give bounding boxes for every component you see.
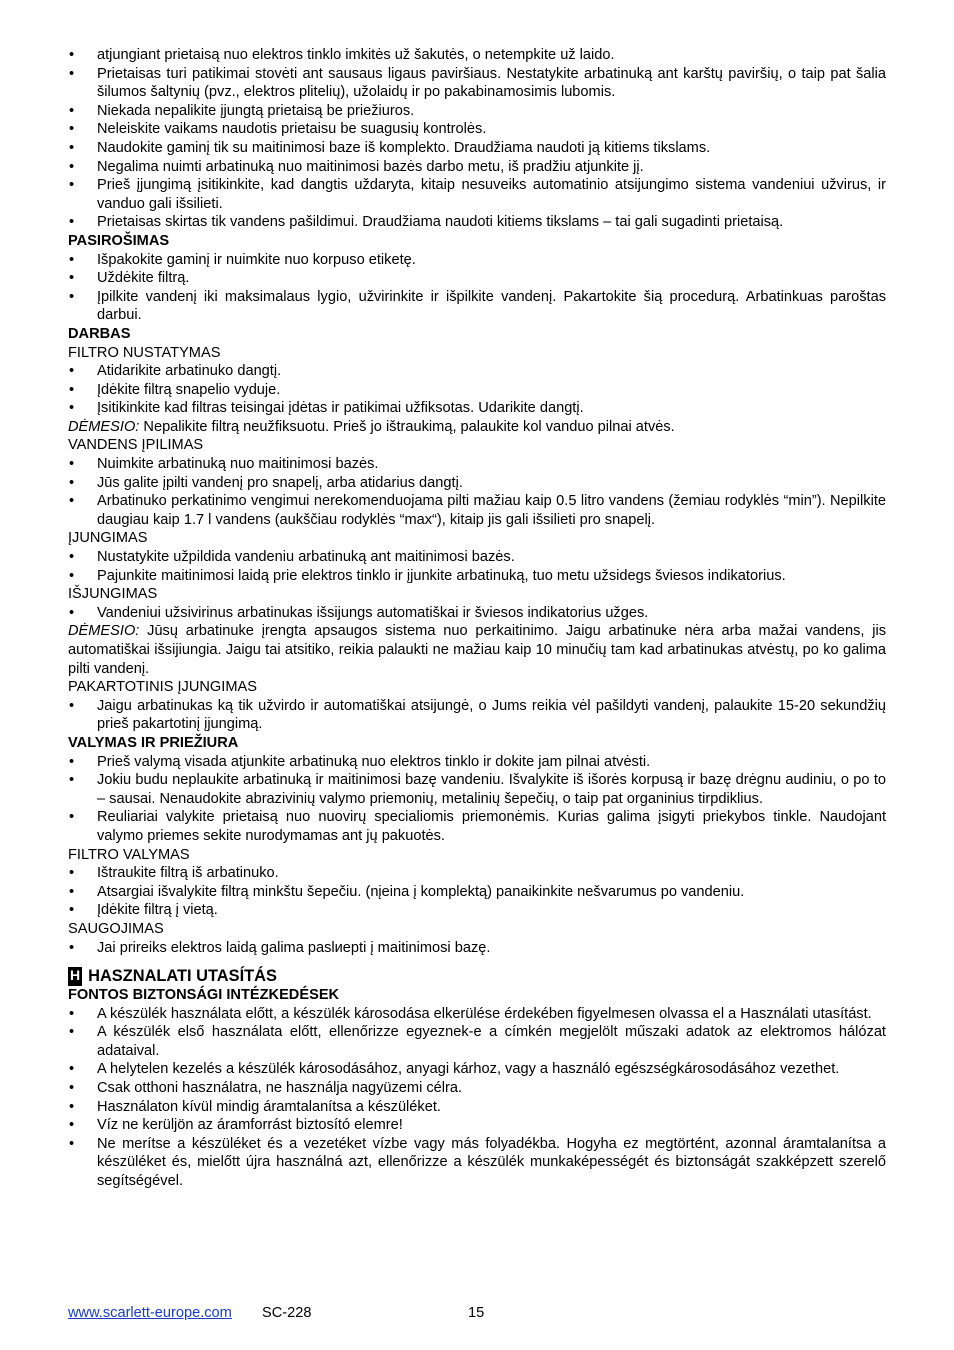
- language-section-title: [68, 966, 886, 986]
- bullet-item: • Csak otthoni használatra, ne használja nagyüzemi célra.: [68, 1079, 886, 1098]
- section-heading: DARBAS: [68, 325, 131, 342]
- bullet-item: • A készülék használata előtt, a készülék károsodása elkerülése érdekében figyelmesen olvassa el a Használati utasítást.: [68, 1005, 886, 1024]
- bullet-item: • Atsargiai išvalykite filtrą minkštu šepečiu. (nįeina į komplektą) panaikinkite nešvarumus po vandeniu.: [68, 883, 886, 902]
- attention-text: Jūsų arbatinuke įrengta apsaugos sistema nuo perkaitinimo. Jaigu arbatinuke nėra arba mažai vandens, jis automatiškai išsijiungia. Jaigu tai atsitiko, reikia palaukti ne mažiau kaip 10 minučių tam kad arbatinukas atvėstų, po ko galima pilti vandenį.: [68, 623, 886, 677]
- subsection-heading: PAKARTOTINIS ĮJUNGIMAS: [68, 679, 257, 696]
- bullet-item: • Használaton kívül mindig áramtalanítsa a készüléket.: [68, 1098, 886, 1117]
- bullet-item: • Išpakokite gaminį ir nuimkite nuo korpuso etiketę.: [68, 251, 886, 270]
- subsection-heading: ĮJUNGIMAS: [68, 530, 148, 547]
- bullet-item: • Víz ne kerüljön az áramforrást biztosító elemre!: [68, 1116, 886, 1135]
- bullet-item: • Niekada nepalikite įjungtą prietaisą be priežiuros.: [68, 102, 886, 121]
- bullet-item: • Reuliariai valykite prietaisą nuo nuovirų specialiomis priemonėmis. Kurias galima įsigyti priekybos tinkle. Naudojant valymo priemes sekite nurodymamas ant jų pakuotės.: [68, 808, 886, 845]
- bullet-item: • Jokiu budu neplaukite arbatinuką ir maitinimosi bazę vandeniu. Išvalykite iš išorės korpusą ir bazę drėgnu audiniu, o po to – sausai. Nenaudokite abrazivinių valymo priemonių, metalinių šepečių, o taip pat organinius tirpdiklius.: [68, 771, 886, 808]
- website-link[interactable]: www.scarlett-europe.com: [68, 1305, 232, 1321]
- section-heading: VALYMAS IR PRIEŽIURA: [68, 734, 239, 751]
- section-heading: FONTOS BIZTONSÁGI INTÉZKEDÉSEK: [68, 987, 340, 1004]
- model-number: SC-228: [262, 1305, 312, 1321]
- bullet-item: • atjungiant prietaisą nuo elektros tinklo imkitės už šakutės, o netempkite už laido.: [68, 46, 886, 65]
- bullet-item: • Prietaisas turi patikimai stovėti ant sausaus ligaus paviršiaus. Nestatykite arbatinuką ant karštų paviršių, o taip pat šalia šilumos šaltynių (pvz., elektros plitelių), užolaidų ir po pakabinamosimis lubomis.: [68, 65, 886, 102]
- bullet-item: • Jaigu arbatinukas ką tik užvirdo ir automatiškai atsijungė, o Jums reikia vėl pašildyti vandenį, palaukite 15-20 sekundžių prieš pakartotinį įjungimą.: [68, 697, 886, 734]
- bullet-item: • Įdėkite filtrą snapelio vyduje.: [68, 381, 886, 400]
- bullet-item: • Negalima nuimti arbatinuką nuo maitinimosi bazės darbo metu, iš pradžiu atjunkite jį.: [68, 158, 886, 177]
- language-badge: H: [68, 967, 82, 986]
- subsection-heading: IŠJUNGIMAS: [68, 586, 158, 603]
- page-footer: [68, 1304, 886, 1322]
- bullet-item: • Arbatinuko perkatinimo vengimui nerekomenduojama pilti mažiau kaip 0.5 litro vandens (žemiau rodyklės “min”). Nepilkite daugiau kaip 1.7 l vandens (aukščiau rodyklės “max“), kitaip jis gali išsilieti pro snapelį.: [68, 492, 886, 529]
- bullet-item: • Įpilkite vandenį iki maksimalaus lygio, užvirinkite ir išpilkite vandenį. Pakartokite šią procedurą. Arbatinkuas paroštas darbui.: [68, 288, 886, 325]
- subsection-heading: FILTRO NUSTATYMAS: [68, 344, 221, 361]
- bullet-item: • Įdėkite filtrą į vietą.: [68, 901, 886, 920]
- bullet-item: • Pajunkite maitinimosi laidą prie elektros tinklo ir įjunkite arbatinuką, tuo metu užsidegs šviesos indikatorius.: [68, 567, 886, 586]
- attention-note: [68, 418, 886, 437]
- bullet-item: • Vandeniui užsivirinus arbatinukas išsijungs automatiškai ir šviesos indikatorius užges.: [68, 604, 886, 623]
- subsection-heading: SAUGOJIMAS: [68, 920, 164, 937]
- bullet-item: • Jai prireiks elektros laidą galima paslиepti į maitinimosi bazę.: [68, 939, 886, 958]
- section-heading: PASIROŠIMAS: [68, 232, 170, 249]
- bullet-item: • Nuimkite arbatinuką nuo maitinimosi bazės.: [68, 455, 886, 474]
- subsection-heading: FILTRO VALYMAS: [68, 846, 190, 863]
- document-body: [68, 46, 886, 1191]
- bullet-item: • Prieš įjungimą įsitikinkite, kad dangtis uždaryta, kitaip nesuveiks automatinio atsijungimo sistema vandeniui užvirus, ir vanduo gali išsilieti.: [68, 176, 886, 213]
- page-number: 15: [468, 1305, 485, 1321]
- bullet-item: • Įsitikinkite kad filtras teisingai įdėtas ir patikimai užfiksotas. Udarikite dangtį.: [68, 399, 886, 418]
- bullet-item: • Jūs galite įpilti vandenį pro snapelį, arba atidarius dangtį.: [68, 474, 886, 493]
- bullet-item: • A helytelen kezelés a készülék károsodásához, anyagi kárhoz, vagy a használó egészségkárosodásához vezethet.: [68, 1060, 886, 1079]
- subsection-heading: VANDENS ĮPILIMAS: [68, 437, 204, 454]
- bullet-item: • Prietaisas skirtas tik vandens pašildimui. Draudžiama naudoti kitiems tikslams – tai gali sugadinti prietaisą.: [68, 213, 886, 232]
- bullet-item: • Naudokite gaminį tik su maitinimosi baze iš komplekto. Draudžiama naudoti ją kitiems tikslams.: [68, 139, 886, 158]
- bullet-item: • A készülék első használata előtt, ellenőrizze egyeznek-e a címkén megjelölt műszaki adatok az elektromos hálózat adataival.: [68, 1023, 886, 1060]
- bullet-item: • Prieš valymą visada atjunkite arbatinuką nuo elektros tinklo ir dokite jam pilnai atvėsti.: [68, 753, 886, 772]
- language-title-text: HASZNALATI UTASÍTÁS: [88, 967, 277, 986]
- bullet-item: • Atidarikite arbatinuko dangtį.: [68, 362, 886, 381]
- attention-note: [68, 622, 886, 678]
- bullet-item: • Nustatykite užpildida vandeniu arbatinuką ant maitinimosi bazės.: [68, 548, 886, 567]
- attention-label: DĖMESIO:: [68, 418, 140, 435]
- bullet-item: • Ne merítse a készüléket és a vezetéket vízbe vagy más folyadékba. Hogyha ez megtörtént, azonnal áramtalanítsa a készüléket és, mielőtt újra használná azt, ellenőrizze a készülék munkaképességét és biztonságát szakképzett szerelő segítségével.: [68, 1135, 886, 1191]
- attention-text: Nepalikite filtrą neužfiksuotu. Prieš jo ištraukimą, palaukite kol vanduo pilnai atvės.: [139, 418, 675, 435]
- attention-label: DĖMESIO:: [68, 623, 140, 640]
- bullet-item: • Uždėkite filtrą.: [68, 269, 886, 288]
- bullet-item: • Neleiskite vaikams naudotis prietaisu be suagusių kontrolės.: [68, 120, 886, 139]
- bullet-item: • Ištraukite filtrą iš arbatinuko.: [68, 864, 886, 883]
